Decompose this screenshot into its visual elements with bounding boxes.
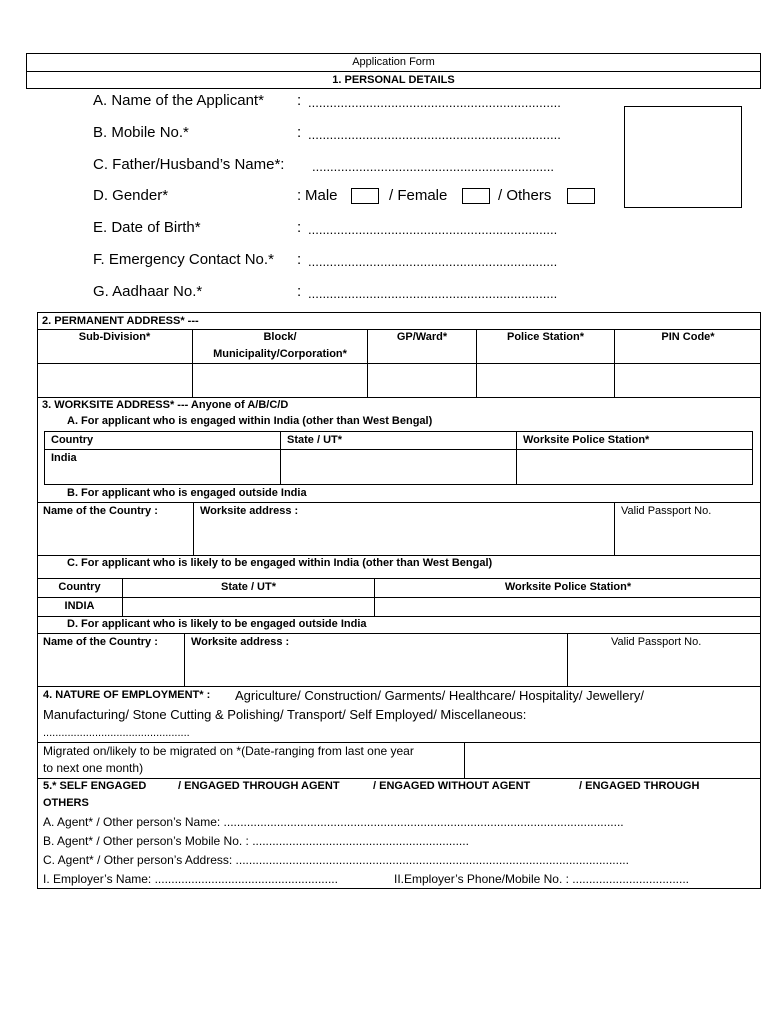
divider	[37, 616, 761, 617]
col-state-ut: State / UT*	[220, 581, 276, 593]
field-colon-aadhaar: :	[297, 283, 302, 300]
field-father-dots[interactable]: ...................................................................	[312, 159, 554, 174]
divider	[37, 397, 761, 398]
field-label-emergency: F. Emergency Contact No.*	[93, 251, 274, 268]
field-label-aadhaar: G. Aadhaar No.*	[93, 283, 203, 300]
employer-name-line[interactable]: I. Employer’s Name: .......................................................	[43, 872, 338, 886]
country-value: India	[51, 452, 77, 464]
col-passport: Valid Passport No.	[621, 505, 712, 517]
field-label-mobile: B. Mobile No.*	[93, 124, 189, 141]
divider	[37, 778, 761, 779]
field-label-name: A. Name of the Applicant*	[93, 92, 264, 109]
option-self-engaged[interactable]: 5.* SELF ENGAGED	[43, 780, 147, 792]
col-country: Country	[58, 581, 101, 593]
col-passport: Valid Passport No.	[611, 636, 702, 648]
section2-title: 2. PERMANENT ADDRESS* ---	[42, 315, 199, 327]
col-worksite-police: Worksite Police Station*	[523, 434, 650, 446]
field-colon-dob: :	[297, 219, 302, 236]
worksite-police-input[interactable]	[517, 450, 752, 484]
photo-box[interactable]	[624, 106, 742, 208]
country-name-input[interactable]	[38, 520, 193, 554]
worksite-address-input[interactable]	[194, 520, 614, 554]
state-ut-input[interactable]	[123, 598, 374, 615]
form-title-box	[26, 53, 761, 72]
col-country-name: Name of the Country :	[43, 636, 158, 648]
migrated-label-line1: Migrated on/likely to be migrated on *(Date-ranging from last one year	[43, 744, 414, 758]
col-state-ut: State / UT*	[287, 434, 343, 446]
col-pin-code: PIN Code*	[661, 331, 715, 343]
agent-name-line[interactable]: A. Agent* / Other person’s Name: ........................................................................................................................	[43, 815, 624, 829]
option-without-agent[interactable]: / ENGAGED WITHOUT AGENT	[373, 780, 531, 792]
col-municipality: Municipality/Corporation*	[213, 348, 347, 360]
agent-mobile-line[interactable]: B. Agent* / Other person’s Mobile No. : .................................................................	[43, 834, 469, 848]
section3a-heading: A. For applicant who is engaged within India (other than West Bengal)	[67, 415, 433, 427]
col-worksite-address: Worksite address :	[200, 505, 299, 517]
field-label-gender: D. Gender*	[93, 187, 169, 204]
section3c-heading: C. For applicant who is likely to be engaged within India (other than West Bengal)	[67, 557, 493, 569]
col-police-station: Police Station*	[506, 331, 585, 343]
country-value: INDIA	[64, 600, 95, 612]
field-colon-name: :	[297, 92, 302, 109]
migrated-label-line2: to next one month)	[43, 761, 144, 775]
gender-male-label: Male	[305, 187, 338, 204]
employment-other-dots[interactable]: ................................................	[43, 727, 190, 739]
section4-title: 4. NATURE OF EMPLOYMENT* :	[43, 689, 211, 701]
police-station-input[interactable]	[477, 364, 614, 396]
sub-division-input[interactable]	[38, 364, 192, 396]
worksite-address-input[interactable]	[185, 651, 567, 685]
col-worksite-police: Worksite Police Station*	[504, 581, 632, 593]
divider	[37, 329, 761, 330]
option-through-others[interactable]: / ENGAGED THROUGH	[579, 780, 700, 792]
employment-options-line2: Manufacturing/ Stone Cutting & Polishing/ Transport/ Self Employed/ Miscellaneous:	[43, 707, 527, 722]
field-emergency-dots[interactable]: .....................................................................	[308, 254, 558, 269]
agent-address-line[interactable]: C. Agent* / Other person’s Address: ......................................................................................................................	[43, 853, 629, 867]
option-through-others-cont: OTHERS	[43, 797, 89, 809]
section3b-heading: B. For applicant who is engaged outside India	[67, 487, 307, 499]
state-ut-input[interactable]	[281, 450, 516, 484]
section3-title: 3. WORKSITE ADDRESS* --- Anyone of A/B/C/D	[42, 399, 289, 411]
divider	[37, 578, 761, 579]
col-country-name: Name of the Country :	[43, 505, 158, 517]
col-worksite-address: Worksite address :	[191, 636, 290, 648]
field-colon-emergency: :	[297, 251, 302, 268]
section3d-heading: D. For applicant who is likely to be engaged outside India	[67, 618, 367, 630]
field-mobile-dots[interactable]: ......................................................................	[308, 127, 561, 142]
divider	[37, 555, 761, 556]
form-title: Application Form	[352, 56, 435, 68]
passport-input[interactable]	[568, 651, 760, 685]
col-gp-ward: GP/Ward*	[396, 331, 448, 343]
gender-others-label: / Others	[498, 187, 552, 204]
block-input[interactable]	[193, 364, 367, 396]
option-through-agent[interactable]: / ENGAGED THROUGH AGENT	[178, 780, 340, 792]
employer-phone-line[interactable]: II.Employer’s Phone/Mobile No. : ...................................	[394, 872, 689, 886]
field-name-dots[interactable]: ......................................................................	[308, 95, 561, 110]
country-name-input[interactable]	[38, 651, 184, 685]
passport-input[interactable]	[615, 520, 760, 554]
col-block: Block/	[263, 331, 297, 343]
employment-options-line1: Agriculture/ Construction/ Garments/ Healthcare/ Hospitality/ Jewellery/	[235, 688, 644, 703]
gender-male-checkbox[interactable]	[351, 188, 379, 204]
col-country: Country	[51, 434, 94, 446]
field-aadhaar-dots[interactable]: .....................................................................	[308, 286, 558, 301]
section1-title-box	[26, 71, 761, 89]
field-label-dob: E. Date of Birth*	[93, 219, 201, 236]
divider	[37, 633, 761, 634]
col-sub-division: Sub-Division*	[78, 331, 151, 343]
worksite-police-input[interactable]	[375, 598, 760, 615]
divider	[37, 686, 761, 687]
migrated-date-input[interactable]	[465, 743, 760, 777]
field-dob-dots[interactable]: .....................................................................	[308, 222, 558, 237]
gender-female-checkbox[interactable]	[462, 188, 490, 204]
divider	[37, 502, 761, 503]
field-label-father: C. Father/Husband’s Name*:	[93, 156, 285, 173]
field-colon-mobile: :	[297, 124, 302, 141]
field-colon-gender: :	[297, 187, 302, 204]
gp-ward-input[interactable]	[368, 364, 476, 396]
pin-code-input[interactable]	[615, 364, 760, 396]
section1-title: 1. PERSONAL DETAILS	[332, 74, 455, 86]
gender-female-label: / Female	[389, 187, 448, 204]
gender-others-checkbox[interactable]	[567, 188, 595, 204]
